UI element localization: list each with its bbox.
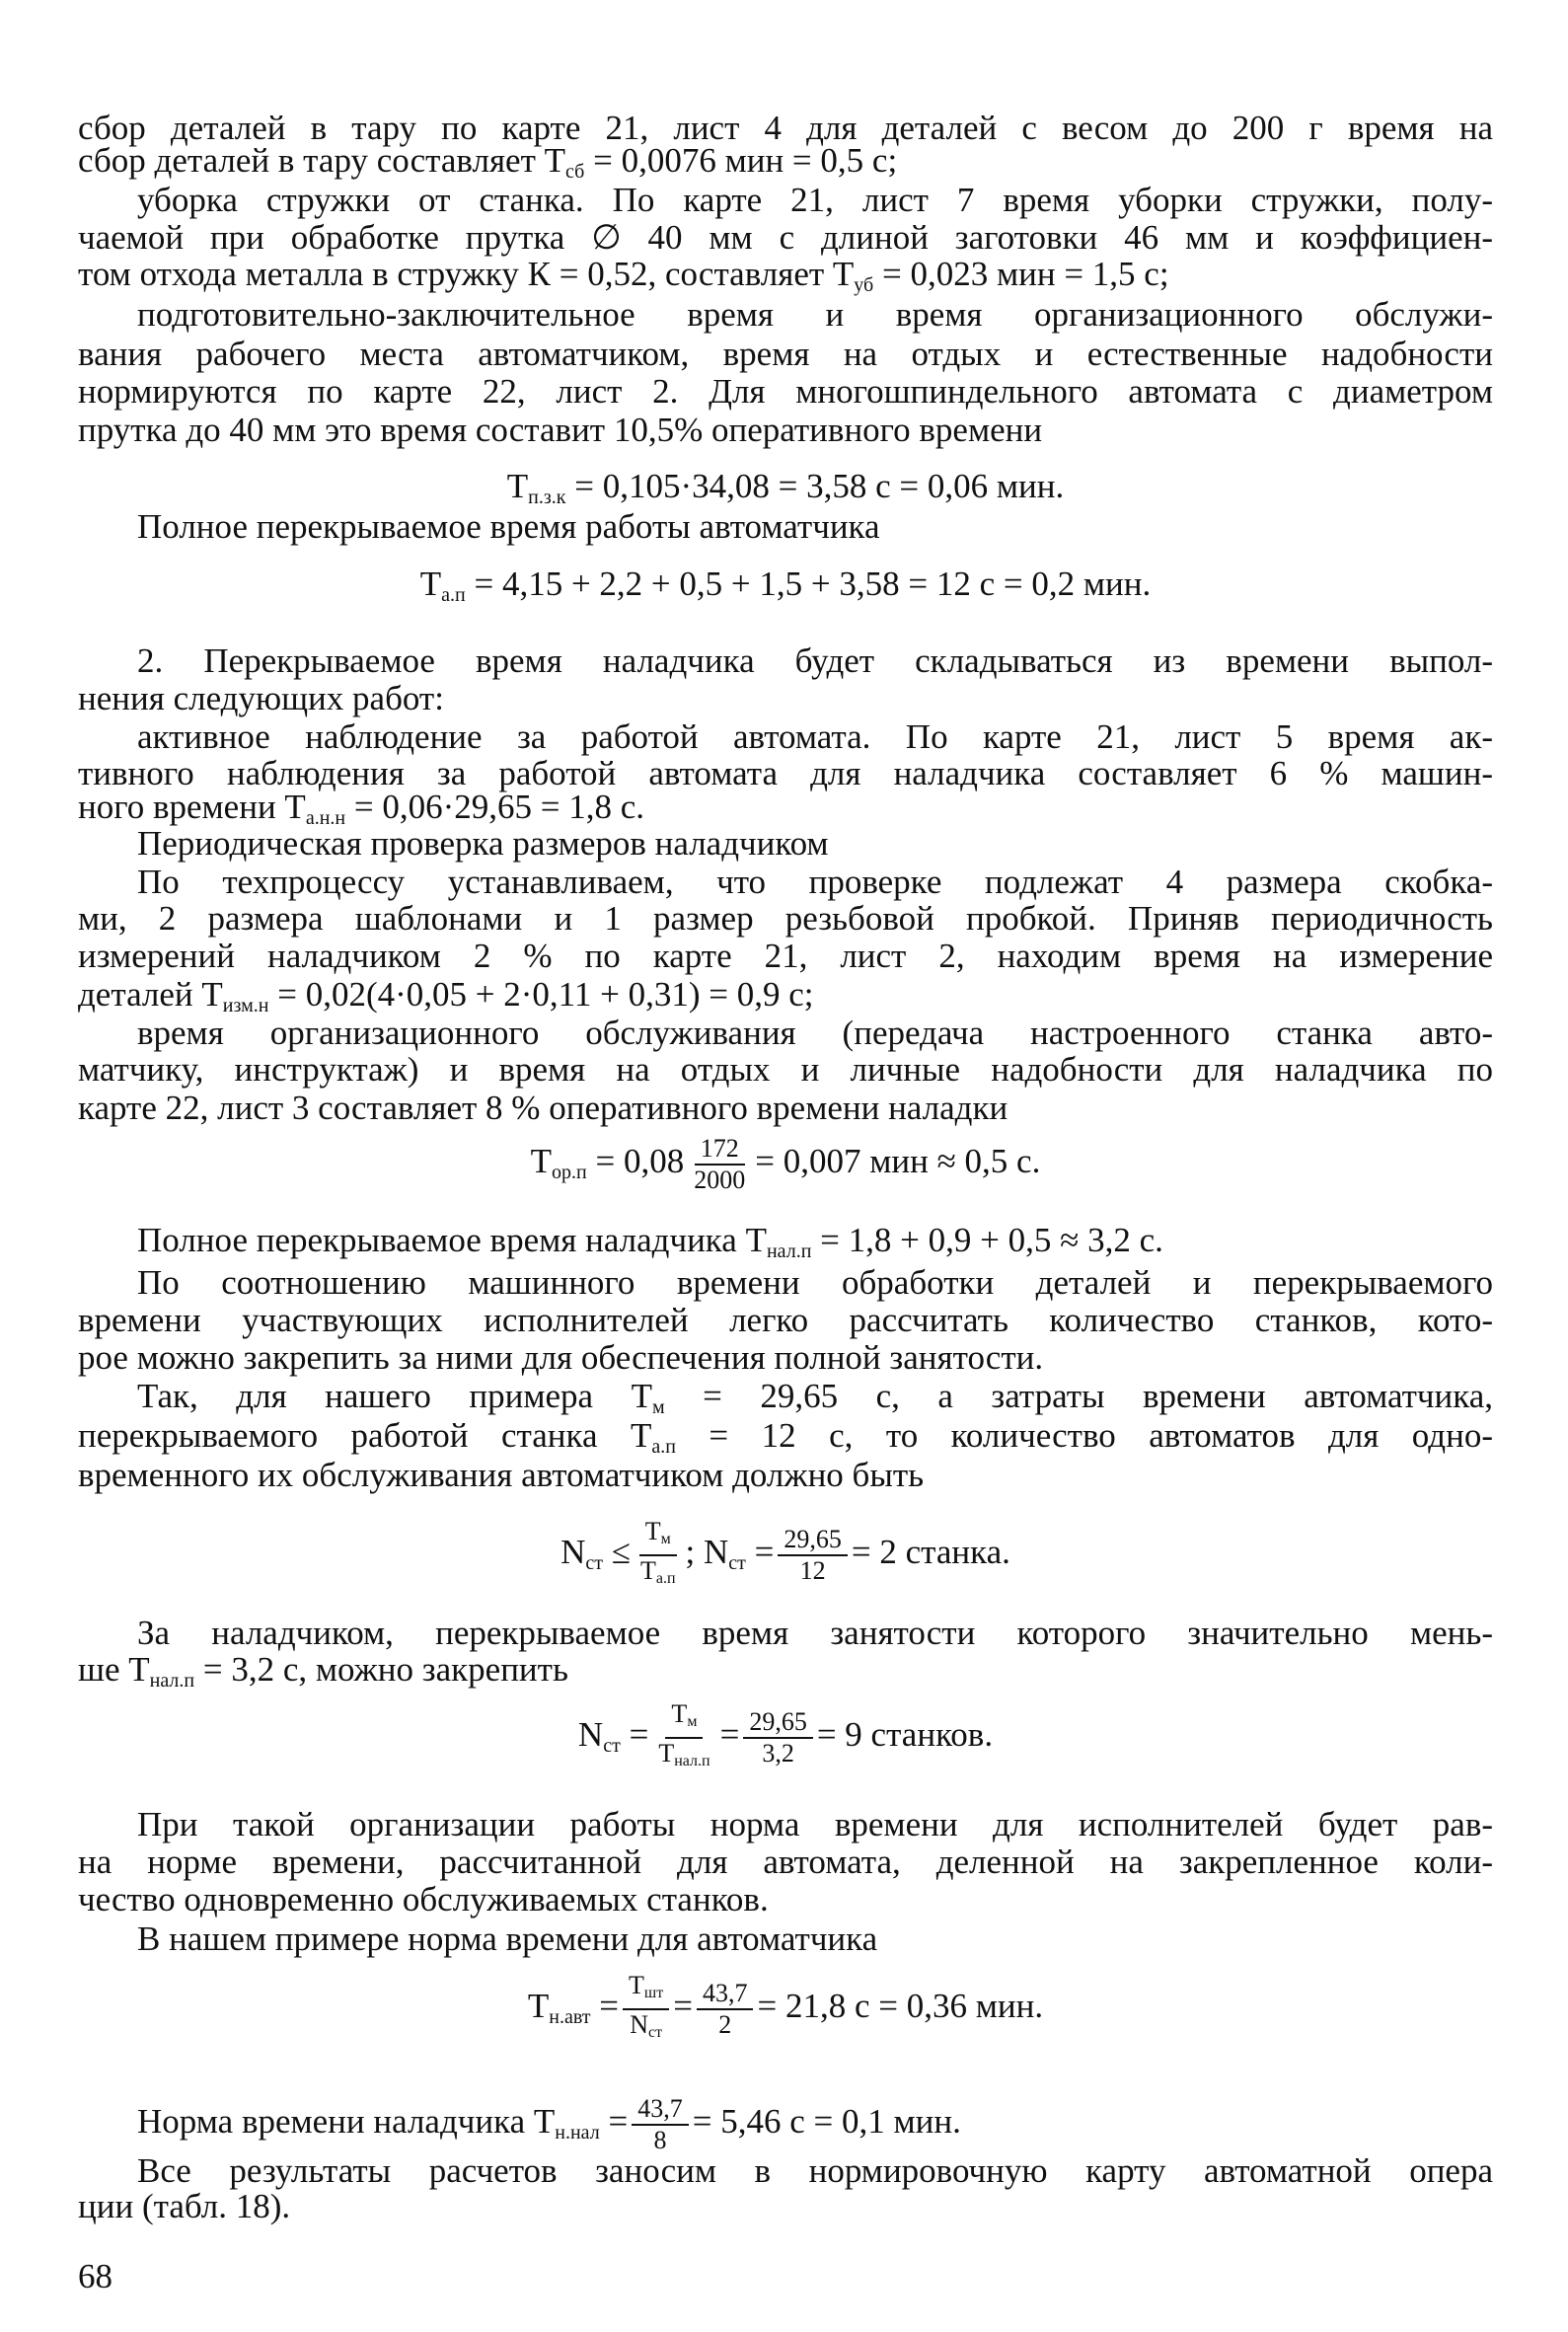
formula [78, 1695, 1493, 1774]
fraction-denominator [794, 1556, 832, 1586]
text-run: = 0,105·34,08 = 3,58 с = 0,06 мин. [565, 467, 1065, 505]
text-line [78, 2188, 1493, 2225]
text-run: = 5,46 с = 0,1 мин. [692, 2102, 961, 2142]
text-run: = 2 станка. [851, 1533, 1010, 1571]
text-run: ше T [78, 1650, 150, 1689]
text-run: нения следующих работ: [78, 679, 444, 717]
text-run: матчику, инструктаж) и время на отдых и личные надобности для наладчика по [78, 1050, 1493, 1089]
text-run: 172 [700, 1133, 739, 1163]
fraction [623, 1971, 669, 2048]
text-run: сбор деталей в тару по карте 21, лист 4 для деталей с весом до 200 г время на [78, 109, 1493, 147]
formula [78, 545, 1493, 624]
text-run: Периодическая проверка размеров наладчиком [137, 824, 829, 863]
fraction [632, 2094, 689, 2155]
text-run: = 0,0076 мин = 0,5 с; [584, 141, 898, 180]
text-line [78, 1416, 1493, 1458]
text-run: T [644, 1516, 661, 1545]
text-run: время организационного обслуживания (передача настроенного станка авто- [137, 1014, 1493, 1052]
text-run: 29,65 [784, 1524, 842, 1553]
text-line [137, 182, 1493, 219]
text-run: прутка до 40 мм это время составит 10,5% оперативного времени [78, 411, 1043, 449]
text-run: = 0,02(4·0,05 + 2·0,11 + 0,31) = 0,9 с; [268, 975, 814, 1014]
fraction-numerator [697, 1979, 754, 2010]
text-line [137, 296, 1493, 334]
text-run: = 0,06·29,65 = 1,8 с. [345, 788, 645, 826]
fraction [652, 1699, 715, 1776]
text-run: T [506, 467, 529, 505]
text-line [137, 1806, 1493, 1843]
fraction-numerator [632, 2094, 689, 2126]
text-run: За наладчиком, перекрываемое время занятости которого значительно мень- [137, 1614, 1493, 1652]
text-line [137, 1221, 1493, 1262]
subscript: ст [585, 1552, 603, 1574]
text-run: T [530, 1142, 553, 1180]
text-line [78, 412, 1493, 449]
text-run: T [629, 1970, 644, 1999]
text-line [137, 1015, 1493, 1052]
subscript: п.з.к [528, 487, 566, 508]
fraction-denominator [624, 2010, 668, 2048]
subscript: н.нал [555, 2122, 600, 2144]
subscript: изм.н [222, 995, 269, 1016]
fraction-denominator [756, 1739, 800, 1768]
subscript: м [651, 1396, 665, 1418]
fraction-numerator [695, 1134, 745, 1166]
text-line [78, 219, 1493, 257]
text-run: Все результаты расчетов заносим в нормировочную карту автоматной опера [137, 2151, 1493, 2190]
fraction-denominator [652, 1739, 715, 1776]
text-run: = [673, 1987, 693, 2025]
subscript: м [687, 1712, 698, 1730]
subscript: нал.п [766, 1241, 812, 1262]
text-run: Полное перекрываемое время работы автоматчика [137, 507, 880, 546]
text-line [137, 718, 1493, 756]
text-run: 29,65 [749, 1706, 807, 1736]
text-run: T [658, 1738, 675, 1768]
subscript: ор.п [552, 1162, 587, 1183]
text-line [78, 1457, 1493, 1494]
page-number: 68 [78, 2257, 112, 2295]
text-line [78, 788, 1493, 829]
text-run: ции (табл. 18). [78, 2187, 291, 2225]
text-line [78, 976, 1493, 1014]
text-run: T [527, 1987, 550, 2025]
text-run: N [560, 1533, 586, 1571]
text-run: ного времени T [78, 788, 306, 826]
text-run: ≤ [602, 1533, 631, 1571]
text-line [137, 864, 1493, 901]
text-line [137, 642, 1493, 680]
text-run: 2 [718, 2009, 732, 2039]
text-run: активное наблюдение за работой автомата. По карте 21, лист 5 время ак- [137, 717, 1493, 756]
text-run: подготовительно-заключительное время и время организационного обслужи- [137, 295, 1493, 334]
text-run: Так, для нашего примера T [137, 1377, 652, 1415]
text-run: Норма времени наладчика T [137, 2102, 556, 2142]
subscript: нал.п [674, 1752, 710, 1769]
subscript: ст [647, 2023, 663, 2041]
fraction [778, 1525, 848, 1586]
text-line [137, 1377, 1493, 1418]
text-run: = 4,15 + 2,2 + 0,5 + 1,5 + 3,58 = 12 с = 0,2 мин. [465, 564, 1152, 603]
text-run: на норме времени, рассчитанной для автомата, деленной на закрепленное коли- [78, 1843, 1493, 1881]
formula [78, 1122, 1493, 1201]
text-run: = [719, 1715, 740, 1754]
text-line [137, 1264, 1493, 1302]
text-run: = [745, 1533, 775, 1571]
text-run: рое можно закрепить за ними для обеспечения полной занятости. [78, 1338, 1044, 1377]
subscript: а.п [441, 584, 466, 606]
text-run: 2000 [694, 1165, 746, 1194]
fraction [697, 1979, 754, 2040]
subscript: а.п [655, 1569, 676, 1587]
text-run: 43,7 [702, 1978, 748, 2007]
text-run: чество одновременно обслуживаемых станков. [78, 1880, 769, 1918]
fraction [743, 1707, 813, 1768]
text-run: том отхода металла в стружку К = 0,52, составляет T [78, 255, 855, 293]
text-run: 8 [653, 2126, 667, 2154]
fraction-numerator [665, 1699, 703, 1739]
subscript: ст [728, 1552, 746, 1574]
text-line [137, 2152, 1493, 2190]
text-line [78, 1843, 1493, 1881]
fraction [688, 1134, 751, 1195]
text-run: 2. Перекрываемое время наладчика будет складываться из времени выпол- [137, 641, 1493, 680]
text-line [137, 1615, 1493, 1652]
subscript: н.авт [549, 2006, 591, 2028]
text-line [78, 900, 1493, 938]
text-run: = 3,2 с, можно закрепить [194, 1650, 568, 1689]
text-run: T [639, 1555, 656, 1585]
text-run: деталей T [78, 975, 223, 1014]
fraction-numerator [778, 1525, 848, 1556]
text-line [78, 1881, 1493, 1918]
fraction-denominator [635, 1556, 682, 1594]
text-run: T [419, 564, 442, 603]
text-line [78, 336, 1493, 373]
text-line [78, 1650, 1493, 1692]
text-run: N [577, 1715, 604, 1754]
text-run: времени участвующих исполнителей легко рассчитать количество станков, кото- [78, 1301, 1493, 1339]
text-run: N [630, 2009, 648, 2039]
text-run: перекрываемого работой станка T [78, 1416, 652, 1455]
text-line [78, 255, 1493, 296]
text-run: = [590, 1987, 620, 2025]
text-line [78, 141, 1493, 183]
subscript: ст [603, 1735, 621, 1757]
text-line [137, 1920, 1493, 1958]
text-line [78, 1302, 1493, 1339]
text-line [78, 938, 1493, 975]
text-run: чаемой при обработке прутка ∅ 40 мм с длиной заготовки 46 мм и коэффициен- [78, 218, 1493, 257]
text-line [78, 1051, 1493, 1089]
text-line [137, 508, 1493, 546]
text-run: = 21,8 с = 0,36 мин. [757, 1987, 1044, 2025]
text-run: временного их обслуживания автоматчиком должно быть [78, 1456, 925, 1494]
fraction-numerator [639, 1517, 677, 1556]
text-run: = 0,08 [586, 1142, 685, 1180]
text-run: сбор деталей в тару составляет T [78, 141, 566, 180]
text-line [78, 1339, 1493, 1377]
text-run: 12 [799, 1555, 826, 1585]
subscript: уб [854, 274, 874, 296]
formula [78, 1967, 1493, 2046]
text-run: уборка стружки от станка. По карте 21, лист 7 время уборки стружки, полу- [137, 181, 1493, 219]
fraction-denominator [712, 2010, 737, 2040]
text-run: По соотношению машинного времени обработки деталей и перекрываемого [137, 1263, 1493, 1302]
text-run: измерений наладчиком 2 % по карте 21, лист 2, находим время на измерение [78, 937, 1493, 975]
fraction [635, 1517, 682, 1594]
text-run: = 29,65 с, а затраты времени автоматчика, [664, 1377, 1493, 1415]
text-line [78, 373, 1493, 411]
text-run: = [599, 2102, 629, 2142]
text-run: = 1,8 + 0,9 + 0,5 ≈ 3,2 с. [811, 1221, 1163, 1259]
text-run: 3,2 [762, 1738, 794, 1768]
text-run: 43,7 [637, 2094, 683, 2123]
subscript: нал.п [149, 1670, 195, 1692]
text-run: T [671, 1698, 688, 1728]
text-line [78, 680, 1493, 717]
fraction-denominator [688, 1166, 751, 1195]
text-run: ми, 2 размера шаблонами и 1 размер резьбовой пробкой. Приняв периодичность [78, 899, 1493, 938]
text-line [137, 2094, 1493, 2154]
text-run: вания рабочего места автоматчиком, время на отдых и естественные надобности [78, 335, 1493, 373]
fraction-numerator [743, 1707, 813, 1739]
text-run: Полное перекрываемое время наладчика T [137, 1221, 767, 1259]
text-run: = 9 станков. [816, 1715, 994, 1754]
text-run: По техпроцессу устанавливаем, что проверке подлежат 4 размера скобка- [137, 863, 1493, 901]
subscript: шт [643, 1984, 664, 2001]
text-line [137, 825, 1493, 863]
formula [78, 1513, 1493, 1592]
text-run: = [620, 1715, 649, 1754]
fraction-numerator [623, 1971, 669, 2010]
subscript: а.н.н [305, 807, 346, 829]
text-run: = 0,023 мин = 1,5 с; [873, 255, 1169, 293]
text-run: ; N [685, 1533, 729, 1571]
subscript: сб [565, 161, 585, 183]
subscript: а.п [651, 1436, 676, 1458]
text-run: = 12 с, то количество автоматов для одно- [675, 1416, 1493, 1455]
text-run: тивного наблюдения за работой автомата для наладчика составляет 6 % машин- [78, 754, 1493, 792]
subscript: м [660, 1530, 671, 1547]
text-run: В нашем примере норма времени для автоматчика [137, 1919, 878, 1958]
text-run: = 0,007 мин ≈ 0,5 с. [755, 1142, 1041, 1180]
text-run: нормируются по карте 22, лист 2. Для многошпиндельного автомата с диаметром [78, 372, 1493, 411]
text-run: карте 22, лист 3 составляет 8 % оперативного времени наладки [78, 1089, 1008, 1127]
text-run: При такой организации работы норма времени для исполнителей будет рав- [137, 1805, 1493, 1843]
